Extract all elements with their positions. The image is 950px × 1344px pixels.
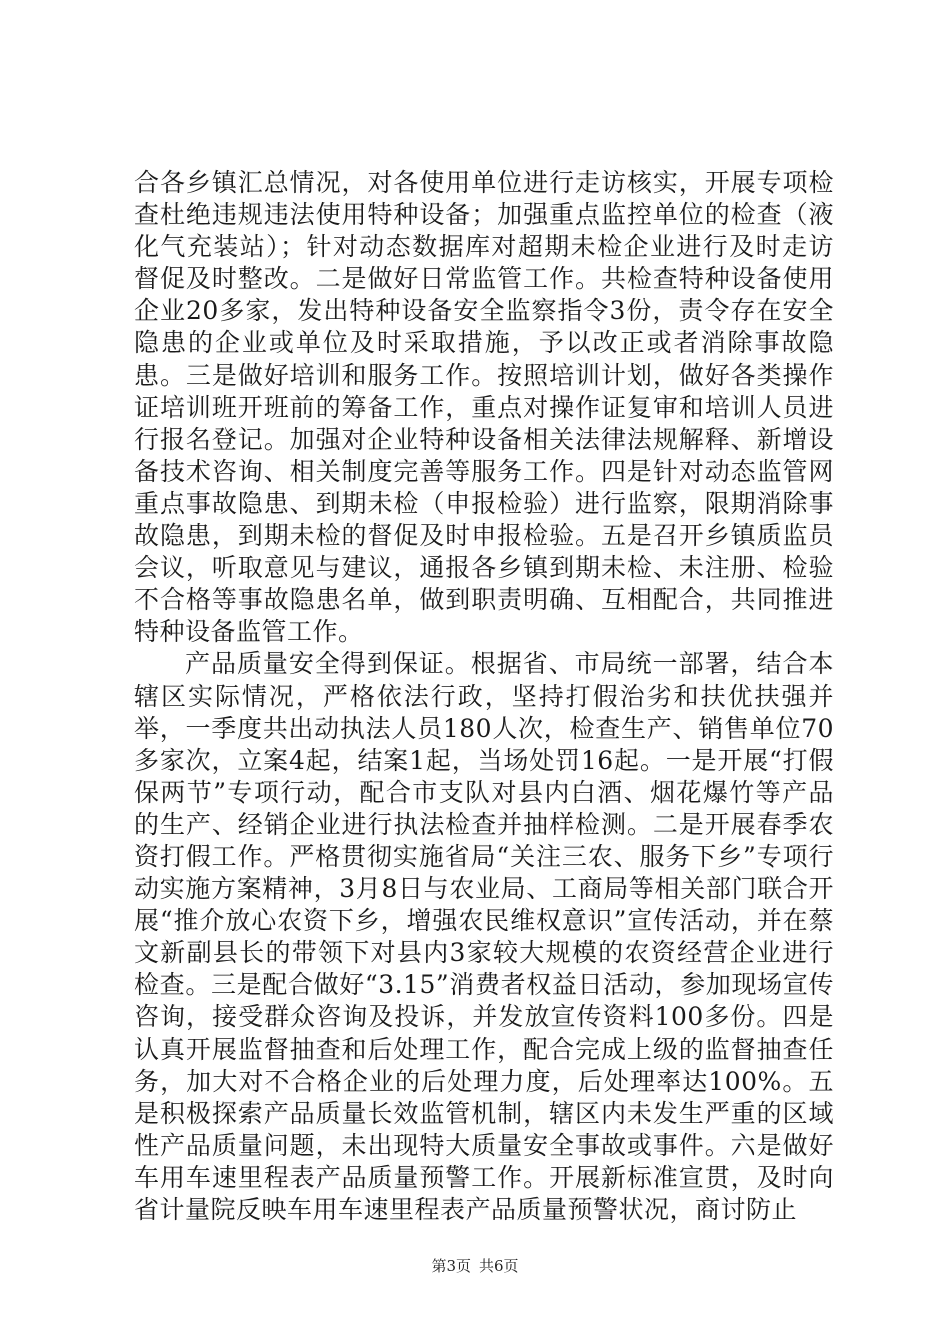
- paragraph-product-quality: 产品质量安全得到保证。根据省、市局统一部署，结合本辖区实际情况，严格依法行政，坚持打假治劣和扶优扶强并举，一季度共出动执法人员180人次，检查生产、销售单位70多家次，立案4起，结案1起，当场处罚16起。一是开展“打假保两节”专项行动，配合市支队对县内白酒、烟花爆竹等产品的生产、经销企业进行执法检查并抽样检测。二是开展春季农资打假工作。严格贯彻实施省局“关注三农、服务下乡”专项行动实施方案精神，3月8日与农业局、工商局等相关部门联合开展“推介放心农资下乡，增强农民维权意识”宣传活动，并在蔡文新副县长的带领下对县内3家较大规模的农资经营企业进行检查。三是配合做好“3.15”消费者权益日活动，参加现场宣传咨询，接受群众咨询及投诉，并发放宣传资料100多份。四是认真开展监督抽查和后处理工作，配合完成上级的监督抽查任务，加大对不合格企业的后处理力度，后处理率达100%。五是积极探索产品质量长效监管机制，辖区内未发生严重的区域性产品质量问题，未出现特大质量安全事故或事件。六是做好车用车速里程表产品质量预警工作。开展新标准宣贯，及时向省计量院反映车用车速里程表产品质量预警状况，商讨防止: [134, 649, 834, 1224]
- paragraph-special-equipment: 合各乡镇汇总情况，对各使用单位进行走访核实，开展专项检查杜绝违规违法使用特种设备；加强重点监控单位的检查（液化气充装站）；针对动态数据库对超期未检企业进行及时走访督促及时整改。二是做好日常监管工作。共检查特种设备使用企业20多家，发出特种设备安全监察指令3份，责令存在安全隐患的企业或单位及时采取措施，予以改正或者消除事故隐患。三是做好培训和服务工作。按照培训计划，做好各类操作证培训班开班前的筹备工作，重点对操作证复审和培训人员进行报名登记。加强对企业特种设备相关法律法规解释、新增设备技术咨询、相关制度完善等服务工作。四是针对动态监管网重点事故隐患、到期未检（申报检验）进行监察，限期消除事故隐患，到期未检的督促及时申报检验。五是召开乡镇质监员会议，听取意见与建议，通报各乡镇到期未检、未注册、检验不合格等事故隐患名单，做到职责明确、互相配合，共同推进特种设备监管工作。: [134, 168, 834, 647]
- page-footer: [0, 1256, 950, 1276]
- page-total: 共6页: [479, 1257, 519, 1275]
- document-body: [134, 167, 834, 1226]
- page-number: 第3页: [431, 1257, 471, 1275]
